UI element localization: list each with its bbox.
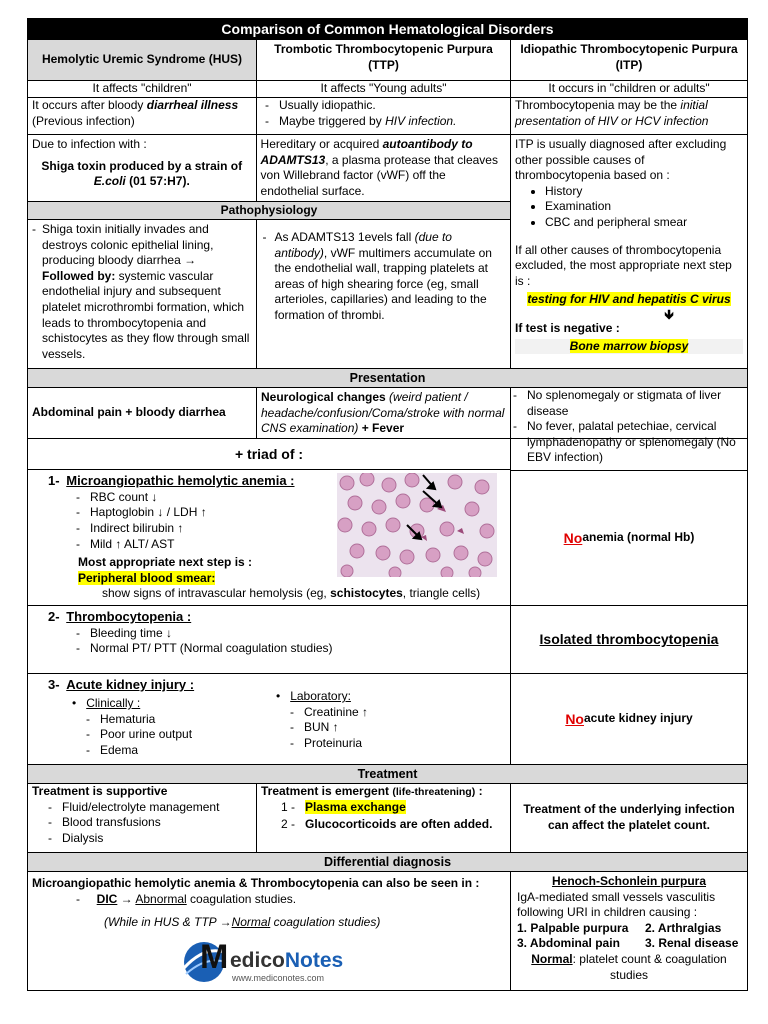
- itp-dx-intro: ITP is usually diagnosed after excluding other possible causes of thrombocytopenia based on :: [515, 137, 727, 183]
- down-arrow-icon: 🡻: [664, 306, 674, 322]
- treatment-ttp-num-1: 1 -: [281, 799, 296, 814]
- infection-row: [28, 135, 510, 202]
- itp-dx-neg: If test is negative :: [515, 320, 620, 335]
- diff-while-c: coagulation studies): [270, 915, 381, 930]
- treatment-row: [27, 784, 748, 853]
- diff-hsp-normal-label: Normal: [531, 951, 573, 966]
- cause-itp-text-a: Thrombocytopenia may be the: [515, 98, 681, 112]
- affects-row: [27, 81, 748, 98]
- triad1-title-text: Microangiopathic hemolytic anemia :: [66, 473, 295, 488]
- header-ttp: [257, 40, 511, 80]
- cause-ttp: [257, 98, 511, 134]
- treatment-ttp-text-1: Plasma exchange: [305, 799, 406, 814]
- triad3-title-text: Acute kidney injury :: [66, 677, 195, 692]
- infection-hus: [28, 135, 257, 201]
- column-header-row: [27, 40, 748, 81]
- triad1-smear-text: Peripheral blood smear:: [78, 570, 216, 585]
- diff-dic-abnormal: Abnormal: [135, 891, 187, 906]
- patho-hus: [28, 220, 257, 368]
- triad1-item-1: - RBC count ↓: [72, 490, 506, 506]
- diff-hsp-title: Henoch-Schonlein purpura: [551, 874, 706, 888]
- patho-row: [28, 220, 510, 368]
- triad1-item-4: - Mild ↑ ALT/ AST: [72, 537, 506, 553]
- triad3-lab: [276, 689, 368, 751]
- triad1-shows-a: show signs of intravascular hemolysis (eg,: [102, 586, 331, 601]
- triad3-clin-item-3: - Edema: [82, 743, 192, 759]
- triad3-clinical: [72, 696, 192, 758]
- treatment-hus-item-1: - Fluid/electrolyte management: [44, 800, 252, 816]
- triad2-num: 2-: [48, 609, 60, 624]
- logo-word-notes: Notes: [284, 949, 344, 972]
- infection-ttp-text-a: Hereditary or acquired: [260, 137, 383, 151]
- triad3-itp-rest: acute kidney injury: [583, 711, 693, 726]
- treatment-ttp-head-a: Treatment is emergent: [261, 784, 393, 798]
- infection-hus-strain: (01 57:H7).: [125, 174, 190, 189]
- patho-hus-text-c: systemic vascular endothelial injury and subsequent platelet microthrombi formation, which leads to thrombocytopenia and schistocytes as they flow through small vessels.: [42, 268, 250, 361]
- cause-hus-text-b: diarrheal illness: [146, 98, 239, 112]
- diff-while-normal: Normal: [231, 915, 271, 930]
- cause-itp: [511, 98, 747, 134]
- patho-ttp: [257, 220, 510, 368]
- etiology-block: [27, 135, 748, 369]
- diff-while-a: (While in HUS & TTP →: [104, 915, 232, 930]
- presentation-ttp-text-c: + Fever: [358, 421, 405, 436]
- affects-hus: It affects "children": [28, 81, 257, 97]
- presentation-ttp-text-b: (weird patient / headache/confusion/Coma/stroke with normal CNS examination): [261, 390, 505, 436]
- patho-ttp-text-b: (due to antibody): [274, 230, 452, 260]
- diff-hsp-3: 3. Abdominal pain: [517, 936, 620, 951]
- patho-hus-text-a: Shiga toxin initially invades and destroys colonic epithelial lining, producing bloody diarrhea →: [42, 222, 214, 268]
- itp-dx-item-3: • CBC and peripheral smear: [545, 215, 743, 231]
- triad3-lab-item-3: - Proteinuria: [286, 736, 368, 752]
- infection-ttp: [257, 135, 510, 201]
- infection-hus-ecoli: E.coli: [93, 174, 126, 189]
- etiology-left: [28, 135, 511, 368]
- triad3-clin-item-2: - Poor urine output: [82, 727, 192, 743]
- infection-ttp-text-c: , a plasma protease that cleaves von Willebrand factor (vWF) off the endothelial surface.: [260, 152, 498, 198]
- diff-hsp-1: 1. Palpable purpura: [517, 920, 629, 935]
- triad2-itp-text: Isolated thrombocytopenia: [539, 631, 719, 648]
- header-itp: [511, 40, 747, 80]
- triad1-itp-rest: anemia (normal Hb): [582, 530, 695, 545]
- diff-intro: Microangiopathic hemolytic anemia & Thrombocytopenia can also be seen in :: [32, 876, 480, 890]
- presentation-hus: Abdominal pain + bloody diarrhea: [28, 388, 257, 438]
- cause-row: [27, 98, 748, 135]
- itp-dx-step2: [515, 339, 743, 355]
- triad2-item-1: - Bleeding time ↓: [72, 626, 506, 642]
- cause-hus-text-c: (Previous infection): [32, 113, 135, 128]
- triad3-lab-item-2: - BUN ↑: [286, 720, 368, 736]
- comparison-table: [27, 18, 748, 991]
- triad3-lab-head: • Laboratory:: [276, 689, 351, 703]
- diff-hsp-normal-rest: : platelet count & coagulation studies: [572, 951, 727, 982]
- treatment-hus-item-3: - Dialysis: [44, 831, 252, 847]
- treatment-hus-item-2: - Blood transfusions: [44, 815, 252, 831]
- triad1-itp-no: No: [563, 529, 583, 546]
- blood-smear-image: [337, 473, 497, 577]
- patho-ttp-text-c: , vWF multimers accumulate on the endothelial wall, trapping platelets at areas of high shearing force (eg, small arterioles, capillaries) and leading to the formation of thrombi.: [274, 245, 492, 322]
- affects-itp: It occurs in "children or adults": [548, 81, 710, 95]
- triad1-item-3: - Indirect bilirubin ↑: [72, 521, 506, 537]
- triad1-next: Most appropriate next step is :: [78, 555, 253, 570]
- triad2-title-text: Thrombocytopenia :: [66, 609, 192, 624]
- header-hus: [28, 40, 257, 80]
- triad1-itp: [511, 470, 747, 606]
- logo-word-medico: edico: [230, 949, 285, 972]
- page-title: Comparison of Common Hematological Disorders: [27, 18, 748, 40]
- header-ttp-label: Trombotic Thrombocytopenic Purpura (TTP): [274, 42, 493, 72]
- triad1-num: 1-: [48, 473, 60, 488]
- cause-itp-text-b: initial presentation of HIV or HCV infection: [515, 98, 709, 128]
- triad3-clin-item-1: - Hematuria: [82, 712, 192, 728]
- itp-dx-step2-text: Bone marrow biopsy: [569, 338, 689, 353]
- triad3-lab-label: Laboratory:: [290, 689, 351, 703]
- triad-itp: [511, 439, 747, 764]
- header-hus-label: Hemolytic Uremic Syndrome (HUS): [41, 52, 243, 67]
- header-itp-label: Idiopathic Thrombocytopenic Purpura (ITP): [520, 42, 738, 72]
- presentation-label: Presentation: [27, 369, 748, 388]
- cause-ttp-text-a: Maybe triggered by: [279, 113, 386, 128]
- triad1-section: [28, 470, 510, 606]
- treatment-itp: Treatment of the underlying infection can affect the platelet count.: [523, 802, 735, 832]
- triad2-item-2: - Normal PT/ PTT (Normal coagulation studies): [72, 641, 506, 657]
- patho-ttp-text: - As ADAMTS13 1evels fall (due to antibody), vWF multimers accumulate on the endothelial wall, trapping platelets at areas of high shearing force (eg, small arterioles, capillaries) and leading to the formation of thrombi.: [262, 230, 492, 322]
- diff-dic-rest: coagulation studies.: [186, 891, 297, 906]
- triad3-num: 3-: [48, 677, 60, 692]
- presentation-itp: [511, 388, 747, 465]
- diff-left: [28, 872, 511, 990]
- triad3-section: [28, 674, 510, 764]
- infection-ttp-text-b: autoantibody to ADAMTS13: [260, 137, 473, 167]
- treatment-hus-head: Treatment is supportive: [32, 784, 168, 798]
- presentation-itp-item-1: - No splenomegaly or stigmata of liver disease: [509, 388, 745, 419]
- triad-heading: + triad of :: [28, 439, 510, 470]
- treatment-ttp-text-2: Glucocorticoids are often added.: [305, 817, 493, 832]
- mediconotes-logo: [178, 938, 388, 988]
- diff-dic-label: DIC: [96, 891, 118, 906]
- triad3-itp: [511, 674, 747, 764]
- diff-hsp-desc: IgA-mediated small vessels vasculitis following URI in children causing :: [517, 889, 716, 920]
- diff-hsp-line2: [517, 936, 741, 952]
- patho-ttp-text-a: As ADAMTS13 1evels fall: [274, 230, 415, 244]
- patho-hus-text-b: Followed by:: [42, 268, 116, 283]
- triad2-title: [48, 609, 506, 626]
- diff-hsp: [511, 872, 747, 990]
- triad2-itp: [511, 606, 747, 674]
- triad3-clinical-label: Clinically :: [86, 696, 141, 710]
- cause-ttp-text-b: HIV infection.: [385, 113, 457, 128]
- triad3-itp-no: No: [565, 710, 584, 727]
- itp-dx-item-1: • History: [545, 184, 743, 200]
- logo-wordmark: [230, 950, 343, 971]
- triad1-shows-c: , triangle cells): [402, 586, 481, 601]
- diff-while: [104, 915, 506, 931]
- treatment-ttp-item-1: [281, 800, 506, 816]
- presentation-ttp: [257, 388, 511, 438]
- diff-hsp-2: 2. Arthralgias: [645, 920, 722, 935]
- cause-ttp-item-2: [261, 114, 506, 130]
- triad-left: [28, 439, 511, 764]
- presentation-ttp-text-a: Neurological changes: [261, 390, 390, 404]
- triad2-section: [28, 606, 510, 674]
- treatment-ttp-item-2: [281, 817, 506, 833]
- treatment-ttp-head-c: :: [475, 784, 483, 798]
- infection-hus-l2: [32, 159, 252, 190]
- triad3-lab-item-1: - Creatinine ↑: [286, 705, 368, 721]
- affects-ttp: It affects "Young adults": [257, 81, 511, 97]
- treatment-ttp: [257, 784, 511, 852]
- itp-dx-step1: [515, 292, 743, 308]
- triad1-item-2: - Haptoglobin ↓ / LDH ↑: [72, 505, 506, 521]
- triad-block: [27, 439, 748, 765]
- presentation-itp-item-2: - No fever, palatal petechiae, cervical lymphadenopathy or splenomegaly (No EBV infection): [509, 419, 745, 466]
- itp-dx-item-2: • Examination: [545, 199, 743, 215]
- diff-row: [27, 872, 748, 991]
- itp-dx-excl: If all other causes of thrombocytopenia excluded, the most appropriate next step is :: [515, 242, 732, 288]
- treatment-label: Treatment: [27, 765, 748, 784]
- diff-hsp-line1: [517, 921, 741, 937]
- treatment-ttp-num-2: 2 -: [281, 817, 296, 832]
- treatment-hus: [28, 784, 257, 852]
- infection-hus-l2-text: Shiga toxin produced by a strain of: [41, 158, 243, 173]
- logo-url: www.mediconotes.com: [232, 973, 325, 983]
- cause-hus: [28, 98, 257, 134]
- diff-dic: - DIC → Abnormal coagulation studies.: [76, 891, 297, 906]
- treatment-ttp-head: [261, 784, 506, 800]
- patho-label: Pathophysiology: [28, 202, 510, 220]
- logo-m: M: [200, 938, 229, 976]
- triad3-clinical-head: • Clinically :: [72, 696, 141, 710]
- triad1-shows: [102, 586, 506, 602]
- diff-hsp-4: 3. Renal disease: [645, 936, 739, 951]
- diff-label: Differential diagnosis: [27, 853, 748, 872]
- treatment-ttp-head-b: (life-threatening): [392, 786, 476, 798]
- patho-hus-text: - Shiga toxin initially invades and destroys colonic epithelial lining, producing bloody diarrhea → Followed by: systemic vascular endothelial injury and subsequent platelet microthrombi formation, which leads to thrombocytopenia and schistocytes as they flow through small vessels.: [32, 222, 250, 361]
- infection-hus-l1: Due to infection with :: [32, 137, 147, 151]
- cause-ttp-item-1: - Usually idiopathic.: [261, 98, 506, 114]
- itp-dx-step1-text: testing for HIV and hepatitis C virus: [527, 292, 731, 307]
- diff-hsp-normal: [517, 952, 741, 983]
- diff-dic-arrow: →: [117, 891, 136, 906]
- cause-hus-text-a: It occurs after bloody: [32, 98, 147, 112]
- itp-diagnosis: [511, 135, 747, 367]
- triad1-shows-b: schistocytes: [330, 586, 403, 601]
